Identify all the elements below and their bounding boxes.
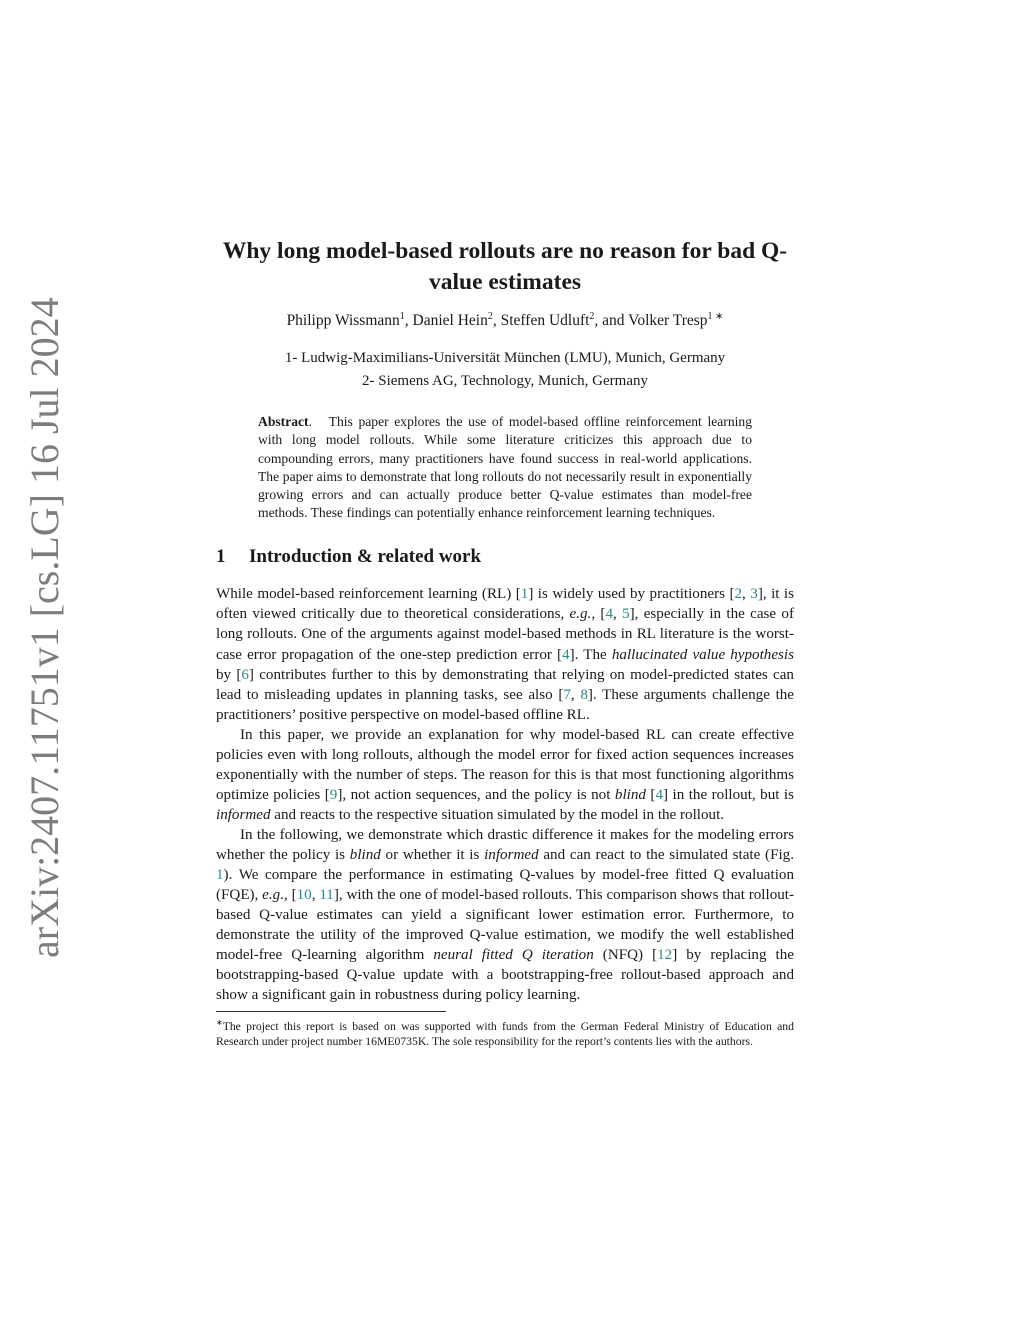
author-separator: , and [594,312,629,330]
footnote [216,1015,794,1049]
author-affiliation-mark: 2 [487,311,493,322]
body-paragraph: In the following, we demonstrate which drastic difference it makes for the modeling errors whether the policy is blind or whether it is informed and can react to the simulated state (Fig. 1). We compare the performance in estimating Q-values by model-free fitted Q evaluation (FQE), e.g., [10, 11], with the one of model-based rollouts. This comparison shows that rollout-based Q-value estimates can yield a significant lower estimation error. Furthermore, to demonstrate the utility of the improved Q-value estimation, we modify the well established model-free Q-learning algorithm neural fitted Q iteration (NFQ) [12] by replacing the bootstrapping-based Q-value update with a bootstrapping-free rollout-based approach and show a significant gain in robustness during policy learning. [216,826,795,1004]
citation-link[interactable]: 4 [655,786,663,803]
citation-link[interactable]: 4 [562,646,570,663]
citation-link[interactable]: 4 [605,606,613,623]
author-list [216,311,794,330]
footnote-mark: ∗ [216,1018,223,1028]
citation-link[interactable]: 12 [657,947,673,964]
abstract-text: This paper explores the use of model-based offline reinforcement learning with long model rollouts. While some literature criticizes this approach due to compounding errors, many practitioners have found success in real-world applications. The paper aims to demonstrate that long rollouts do not necessarily result in exponentially growing errors and can actually produce better Q-value estimates than model-free methods. These findings can potentially enhance reinforcement learning techniques. [258,414,752,521]
author-separator: , [492,312,501,330]
abstract-label: Abstract [258,414,309,430]
paper-title: Why long model-based rollouts are no reason for bad Q-value estimates [222,238,788,295]
author-affiliation-mark: 1 ∗ [707,311,724,322]
citation-link[interactable]: 5 [622,606,630,623]
body-paragraph: While model-based reinforcement learning (RL) [1] is widely used by practitioners [2, 3], it is often viewed critically due to theoretical considerations, e.g., [4, 5], especially in the case of long rollouts. One of the arguments against model-based methods in RL literature is the worst-case error propagation of the one-step prediction error [4]. The hallucinated value hypothesis by [6] contributes further to this by demonstrating that relying on model-predicted states can lead to misleading updates in planning tasks, see also [7, 8]. These arguments challenge the practitioners’ positive perspective on model-based offline RL. [216,586,795,723]
citation-link[interactable]: 8 [580,686,588,703]
citation-link[interactable]: 7 [563,686,571,703]
author-name: Philipp Wissmann [286,312,400,330]
citation-link[interactable]: 3 [750,586,758,603]
citation-link[interactable]: 6 [241,666,249,683]
citation-link[interactable]: 10 [296,887,312,904]
body-paragraph: In this paper, we provide an explanation for why model-based RL can create effective policies even with long rollouts, although the model error for fixed action sequences increases exponentially with the number of steps. The reason for this is that most functioning algorithms optimize policies [9], not action sequences, and the policy is not blind [4] in the rollout, but is informed and reacts to the respective situation simulated by the model in the rollout. [216,726,794,823]
paper-page [216,236,794,1050]
author-name: Steffen Udluft [500,312,590,330]
author-name: Volker Tresp [628,312,708,330]
section-title: Introduction & related work [249,546,482,568]
citation-link[interactable]: 1 [520,586,529,603]
abstract: Abstract. This paper explores the use of model-based offline reinforcement learning with long model rollouts. While some literature criticizes this approach due to compounding errors, many practitioners have found success in real-world applications. The paper aims to demonstrate that long rollouts do not necessarily result in exponentially growing errors and can actually produce better Q-value estimates than model-free methods. These findings can potentially enhance reinforcement learning techniques. [258,414,752,521]
arxiv-identifier: arXiv:2407.11751v1 [cs.LG] 16 Jul 2024 [22,297,67,958]
section-heading [216,546,794,568]
citation-link[interactable]: 2 [734,586,743,603]
author-separator: , [404,312,413,330]
affiliation: 1- Ludwig-Maximilians-Universität München (LMU), Munich, Germany [284,350,726,367]
footnote-text: The project this report is based on was supported with funds from the German Federal Ministry of Education and Research under project number 16ME0735K. The sole responsibility for the report’s contents lies with the authors. [216,1020,794,1049]
citation-link[interactable]: 11 [319,887,334,904]
figure-reference[interactable]: 1 [216,867,224,884]
affiliation: 2- Siemens AG, Technology, Munich, Germany [362,373,648,390]
section-number: 1 [216,546,226,568]
footnote-rule [216,1011,446,1012]
author-affiliation-mark: 2 [589,311,595,322]
citation-link[interactable]: 9 [329,786,338,803]
author-name: Daniel Hein [412,312,488,330]
author-affiliation-mark: 1 [399,311,405,322]
